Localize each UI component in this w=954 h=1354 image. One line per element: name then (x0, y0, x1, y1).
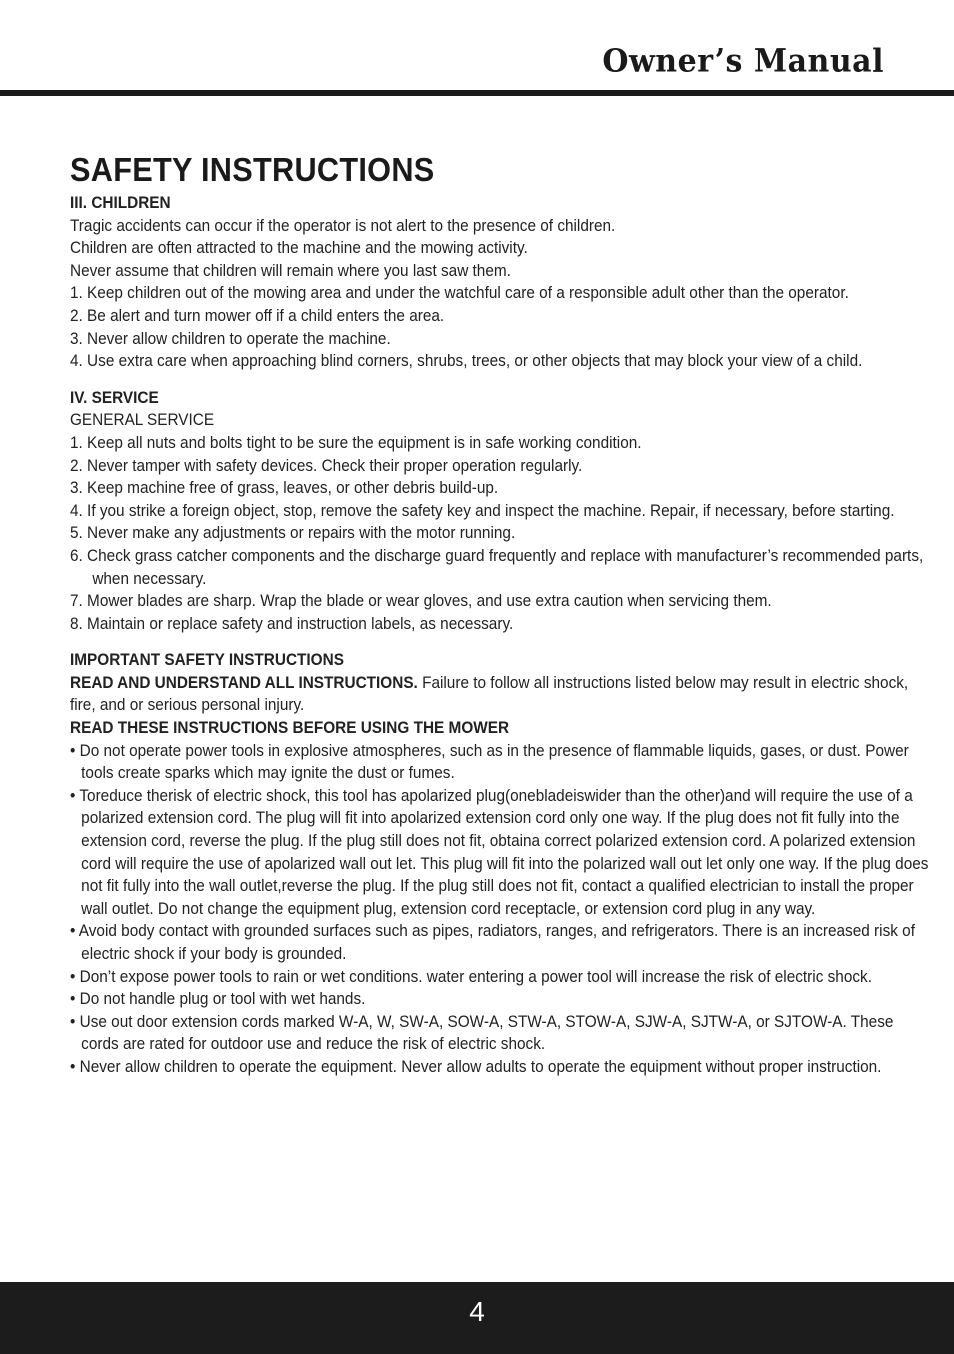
read-instructions-bold: READ AND UNDERSTAND ALL INSTRUCTIONS. (70, 673, 418, 692)
list-item: 3. Never allow children to operate the machine. (70, 329, 391, 348)
paragraph: Never assume that children will remain where you last saw them. (70, 261, 511, 280)
bullet-item: • Use out door extension cords marked W-A, W, SW-A, SOW-A, STW-A, STOW-A, SJW-A, SJTW-A, or SJTOW-A. These cords are rated for outdoor use and reduce the risk of electric shock. (70, 1012, 894, 1054)
bullet-item: • Do not handle plug or tool with wet hands. (70, 990, 366, 1009)
bullet-item: • Do not operate power tools in explosive atmospheres, such as in the presence of flammable liquids, gases, or dust. Power tools create sparks which may ignite the dust or fumes. (70, 741, 909, 783)
manual-title: Owner’s Manual (602, 43, 884, 80)
paragraph: Tragic accidents can occur if the operator is not alert to the presence of children. (70, 216, 616, 235)
read-instructions-text: Failure to follow all instructions listed below may result in electric shock, fire, and or serious personal injury. (70, 673, 909, 715)
list-item: 2. Never tamper with safety devices. Check their proper operation regularly. (70, 456, 583, 475)
bullet-item: • Toreduce therisk of electric shock, this tool has apolarized plug(onebladeiswider than the other)and will require the use of a polarized extension cord. The plug will fit into apolarized extension cord only one way. If the plug does not fit fully into the extension cord, reverse the plug. If the plug still does not fit, obtaina correct polarized extension cord. A polarized extension cord will require the use of apolarized wall out let. This plug will fit into the polarized wall out let only one way. If the plug does not fit fully into the wall outlet,reverse the plug. If the plug still does not fit, contact a qualified electrician to install the proper wall outlet. Do not change the equipment plug, extension cord receptacle, or extension cord plug in any way. (70, 786, 929, 918)
section-heading-service: IV. SERVICE (70, 388, 159, 407)
section-heading-children: III. CHILDREN (70, 194, 171, 212)
read-before-heading: READ THESE INSTRUCTIONS BEFORE USING THE MOWER (70, 719, 510, 738)
list-item: 3. Keep machine free of grass, leaves, or other debris build-up. (70, 479, 499, 498)
list-item: 8. Maintain or replace safety and instruction labels, as necessary. (70, 614, 514, 633)
bullet-item: • Don’t expose power tools to rain or wet conditions. water entering a power tool will increase the risk of electric shock. (70, 967, 872, 986)
list-item: 4. If you strike a foreign object, stop, remove the safety key and inspect the machine. Repair, if necessary, before starting. (70, 501, 895, 520)
header-divider (0, 90, 954, 96)
bullet-item: • Avoid body contact with grounded surfaces such as pipes, radiators, ranges, and refrigerators. There is an increased risk of electric shock if your body is grounded. (70, 922, 915, 963)
spacer (70, 373, 930, 387)
list-item: 5. Never make any adjustments or repairs with the motor running. (70, 524, 516, 543)
page-content (70, 150, 930, 1079)
page-number: 4 (469, 1296, 485, 1327)
page-title: SAFETY INSTRUCTIONS (70, 151, 435, 188)
footer-bar (0, 1282, 954, 1354)
section-heading-important: IMPORTANT SAFETY INSTRUCTIONS (70, 651, 344, 670)
list-item: 4. Use extra care when approaching blind corners, shrubs, trees, or other objects that may block your view of a child. (70, 352, 863, 371)
list-item: 1. Keep children out of the mowing area and under the watchful care of a responsible adult other than the operator. (70, 284, 849, 303)
paragraph: Children are often attracted to the machine and the mowing activity. (70, 239, 528, 258)
list-item: 7. Mower blades are sharp. Wrap the blade or wear gloves, and use extra caution when servicing them. (70, 592, 772, 611)
read-instructions-paragraph (70, 672, 930, 717)
bullet-item: • Never allow children to operate the equipment. Never allow adults to operate the equipment without proper instruction. (70, 1057, 882, 1076)
list-item: 1. Keep all nuts and bolts tight to be sure the equipment is in safe working condition. (70, 433, 642, 452)
spacer (70, 635, 930, 649)
subheading-general-service: GENERAL SERVICE (70, 411, 215, 430)
list-item: 6. Check grass catcher components and the discharge guard frequently and replace with manufacturer’s recommended parts, when necessary. (70, 546, 924, 588)
list-item: 2. Be alert and turn mower off if a child enters the area. (70, 306, 445, 325)
